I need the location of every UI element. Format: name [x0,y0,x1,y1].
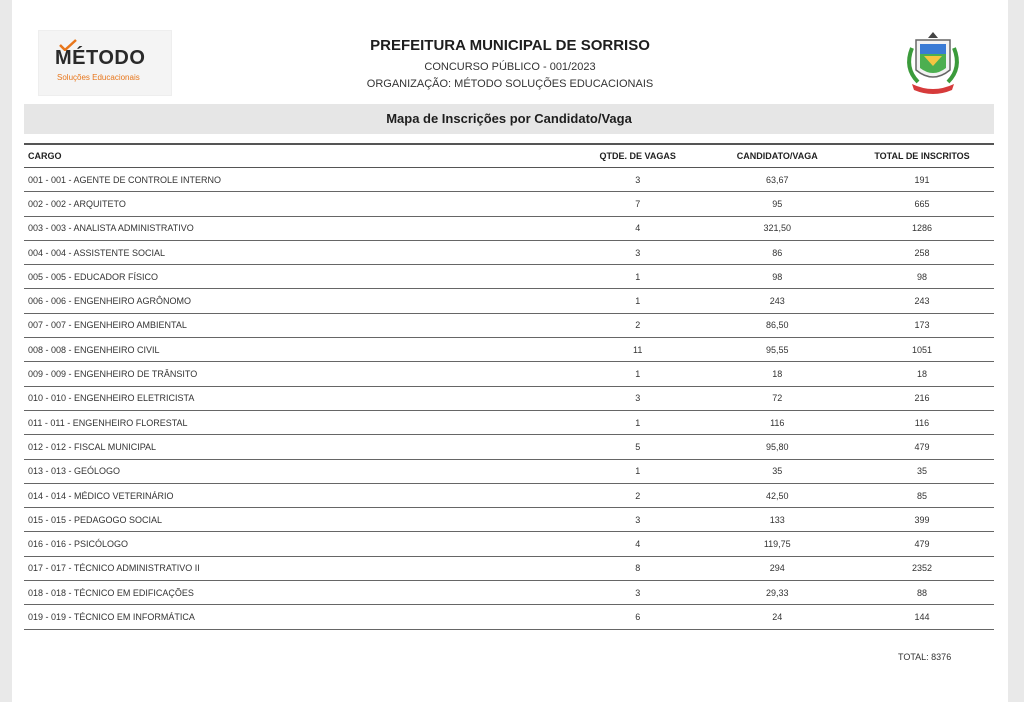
cell-total: 258 [850,240,994,264]
table-row [24,581,994,605]
table-row [24,338,994,362]
cell-candidato-vaga: 18 [705,362,850,386]
cell-candidato-vaga: 98 [705,265,850,289]
table-row [24,265,994,289]
cell-total: 98 [850,265,994,289]
cell-total: 35 [850,459,994,483]
cell-cargo: 019 - 019 - TÉCNICO EM INFORMÁTICA [24,605,571,629]
cell-total: 2352 [850,556,994,580]
cell-vagas: 3 [571,168,705,192]
cell-vagas: 2 [571,313,705,337]
cell-cargo: 015 - 015 - PEDAGOGO SOCIAL [24,508,571,532]
logo-tagline: Soluções Educacionais [57,73,140,82]
cell-total: 1051 [850,338,994,362]
cell-candidato-vaga: 321,50 [705,216,850,240]
table-header-row [24,144,994,168]
cell-vagas: 4 [571,532,705,556]
table-row [24,216,994,240]
cell-candidato-vaga: 95 [705,192,850,216]
inscriptions-table [24,143,994,630]
cell-candidato-vaga: 95,80 [705,435,850,459]
cell-cargo: 010 - 010 - ENGENHEIRO ELETRICISTA [24,386,571,410]
cell-cargo: 013 - 013 - GEÓLOGO [24,459,571,483]
cell-candidato-vaga: 63,67 [705,168,850,192]
cell-total: 479 [850,435,994,459]
cell-cargo: 017 - 017 - TÉCNICO ADMINISTRATIVO II [24,556,571,580]
cell-cargo: 012 - 012 - FISCAL MUNICIPAL [24,435,571,459]
cell-candidato-vaga: 29,33 [705,581,850,605]
cell-candidato-vaga: 72 [705,386,850,410]
cell-candidato-vaga: 35 [705,459,850,483]
cell-total: 191 [850,168,994,192]
logo-brand-text: MÉTODO [55,47,146,69]
cell-vagas: 4 [571,216,705,240]
table-row [24,192,994,216]
cell-vagas: 7 [571,192,705,216]
document-organization: ORGANIZAÇÃO: MÉTODO SOLUÇÕES EDUCACIONAIS [366,78,654,90]
table-row [24,532,994,556]
cell-candidato-vaga: 86 [705,240,850,264]
table-row [24,410,994,434]
cell-total: 116 [850,410,994,434]
municipal-crest-icon [898,28,968,98]
cell-cargo: 016 - 016 - PSICÓLOGO [24,532,571,556]
table-row [24,483,994,507]
cell-vagas: 8 [571,556,705,580]
document-subtitle: CONCURSO PÚBLICO - 001/2023 [424,61,596,73]
table-row [24,508,994,532]
cell-candidato-vaga: 42,50 [705,483,850,507]
table-row [24,435,994,459]
cell-vagas: 1 [571,410,705,434]
cell-vagas: 3 [571,386,705,410]
cell-cargo: 001 - 001 - AGENTE DE CONTROLE INTERNO [24,168,571,192]
cell-vagas: 3 [571,581,705,605]
cell-total: 18 [850,362,994,386]
cell-vagas: 1 [571,289,705,313]
cell-total: 144 [850,605,994,629]
cell-cargo: 006 - 006 - ENGENHEIRO AGRÔNOMO [24,289,571,313]
column-header-cargo: CARGO [24,144,571,168]
cell-candidato-vaga: 119,75 [705,532,850,556]
column-header-vagas: QTDE. DE VAGAS [571,144,705,168]
cell-total: 85 [850,483,994,507]
cell-cargo: 009 - 009 - ENGENHEIRO DE TRÂNSITO [24,362,571,386]
cell-vagas: 3 [571,240,705,264]
cell-cargo: 005 - 005 - EDUCADOR FÍSICO [24,265,571,289]
cell-vagas: 3 [571,508,705,532]
cell-candidato-vaga: 86,50 [705,313,850,337]
cell-total: 243 [850,289,994,313]
cell-cargo: 011 - 011 - ENGENHEIRO FLORESTAL [24,410,571,434]
cell-vagas: 6 [571,605,705,629]
cell-candidato-vaga: 133 [705,508,850,532]
cell-cargo: 014 - 014 - MÉDICO VETERINÁRIO [24,483,571,507]
cell-total: 88 [850,581,994,605]
column-header-total: TOTAL DE INSCRITOS [850,144,994,168]
cell-cargo: 008 - 008 - ENGENHEIRO CIVIL [24,338,571,362]
cell-total: 173 [850,313,994,337]
table-row [24,313,994,337]
table-row [24,459,994,483]
cell-vagas: 1 [571,459,705,483]
document-page [12,0,1008,702]
table-row [24,386,994,410]
cell-vagas: 5 [571,435,705,459]
cell-vagas: 11 [571,338,705,362]
cell-candidato-vaga: 294 [705,556,850,580]
document-title: PREFEITURA MUNICIPAL DE SORRISO [370,37,650,54]
table-row [24,556,994,580]
cell-total: 479 [850,532,994,556]
cell-candidato-vaga: 243 [705,289,850,313]
cell-vagas: 1 [571,362,705,386]
cell-total: 399 [850,508,994,532]
table-row [24,362,994,386]
grand-total: TOTAL: 8376 [898,652,952,662]
cell-cargo: 004 - 004 - ASSISTENTE SOCIAL [24,240,571,264]
column-header-candidato-vaga: CANDIDATO/VAGA [705,144,850,168]
cell-candidato-vaga: 116 [705,410,850,434]
cell-total: 1286 [850,216,994,240]
cell-total: 216 [850,386,994,410]
cell-candidato-vaga: 24 [705,605,850,629]
cell-total: 665 [850,192,994,216]
cell-cargo: 002 - 002 - ARQUITETO [24,192,571,216]
cell-cargo: 003 - 003 - ANALISTA ADMINISTRATIVO [24,216,571,240]
cell-vagas: 2 [571,483,705,507]
cell-cargo: 007 - 007 - ENGENHEIRO AMBIENTAL [24,313,571,337]
cell-candidato-vaga: 95,55 [705,338,850,362]
table-row [24,605,994,629]
table-row [24,240,994,264]
cell-cargo: 018 - 018 - TÉCNICO EM EDIFICAÇÕES [24,581,571,605]
report-banner: Mapa de Inscrições por Candidato/Vaga [24,104,994,134]
table-row [24,168,994,192]
table-row [24,289,994,313]
cell-vagas: 1 [571,265,705,289]
